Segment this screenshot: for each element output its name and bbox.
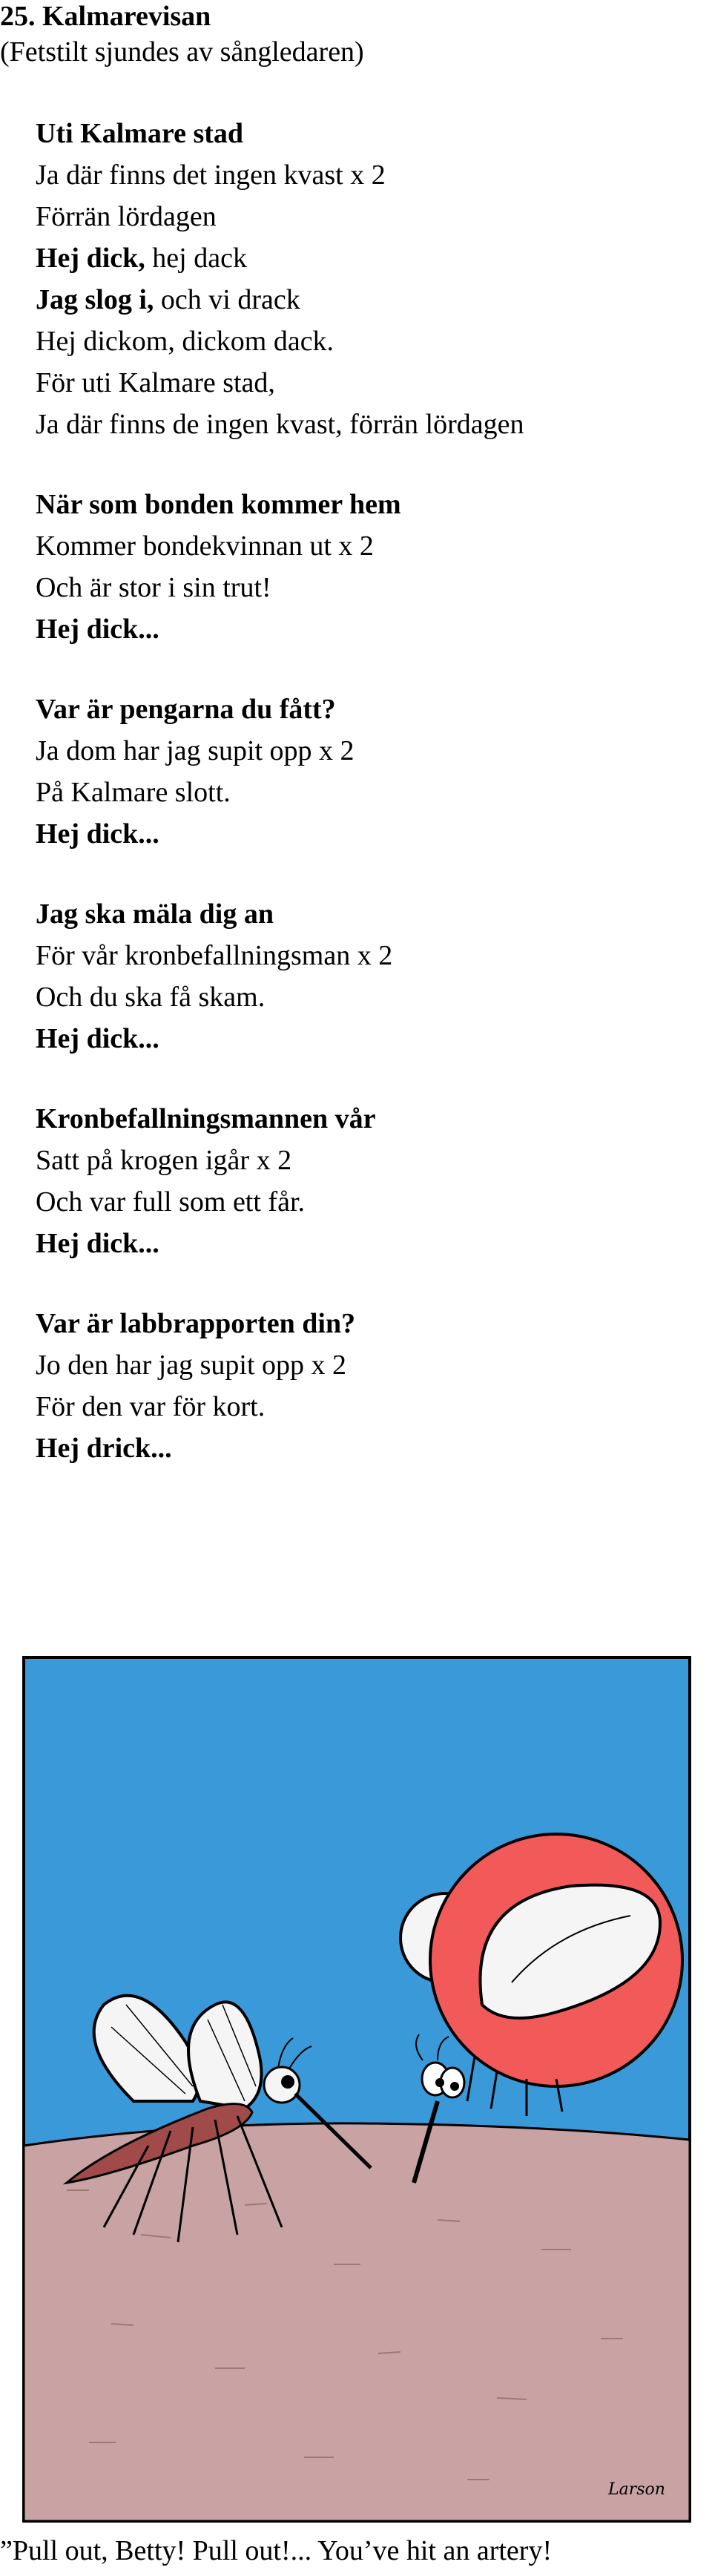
verse-line bbox=[36, 196, 703, 237]
verse-1 bbox=[36, 113, 703, 445]
verse-line-text: Och var full som ett får. bbox=[36, 1186, 306, 1218]
verse-4 bbox=[36, 893, 703, 1059]
verse-line-leader-part: Jag ska mäla dig an bbox=[36, 898, 274, 930]
verse-line-leader-part: Hej dick... bbox=[36, 1228, 159, 1259]
verse-line bbox=[36, 1386, 703, 1427]
verse-line bbox=[36, 484, 703, 525]
verse-line-text: För uti Kalmare stad, bbox=[36, 367, 275, 398]
verse-line-leader-part: Hej dick... bbox=[36, 1023, 159, 1054]
verse-line bbox=[36, 730, 703, 772]
verse-line-leader-part: Var är pengarna du fått? bbox=[36, 694, 336, 725]
verse-line-text: Jo den har jag supit opp x 2 bbox=[36, 1350, 347, 1381]
verse-line-text: Ja där finns det ingen kvast x 2 bbox=[36, 160, 386, 191]
verse-line bbox=[36, 362, 703, 404]
verse-line-text: Ja där finns de ingen kvast, förrän lördagen bbox=[36, 409, 524, 440]
verse-line bbox=[36, 279, 703, 321]
verse-line bbox=[36, 893, 703, 935]
verse-line bbox=[36, 813, 703, 855]
verse-line bbox=[36, 1344, 703, 1386]
verse-line-leader-part: Uti Kalmare stad bbox=[36, 118, 244, 149]
verse-line-text: Ja dom har jag supit opp x 2 bbox=[36, 735, 355, 766]
verse-line-leader-part: Kronbefallningsmannen vår bbox=[36, 1103, 376, 1134]
verse-2 bbox=[36, 484, 703, 650]
verse-line bbox=[36, 689, 703, 730]
verse-line-text: Satt på krogen igår x 2 bbox=[36, 1145, 292, 1176]
cartoon-image bbox=[22, 1656, 691, 2523]
verse-line-text: Kommer bondekvinnan ut x 2 bbox=[36, 530, 374, 562]
verse-6 bbox=[36, 1303, 703, 1469]
song-title: 25. Kalmarevisan bbox=[0, 1, 211, 32]
verse-line-leader-part: Jag slog i, bbox=[36, 284, 154, 315]
verse-line-text: Och är stor i sin trut! bbox=[36, 572, 271, 603]
verse-line bbox=[36, 1140, 703, 1181]
verse-line bbox=[36, 976, 703, 1018]
verse-line-leader-part: Hej dick, bbox=[36, 243, 145, 274]
verse-line-text: Och du ska få skam. bbox=[36, 982, 266, 1013]
cartoon-signature: Larson bbox=[608, 2480, 665, 2499]
verse-line-text: På Kalmare slott. bbox=[36, 777, 231, 808]
verse-line bbox=[36, 1181, 703, 1223]
verse-line bbox=[36, 608, 703, 650]
verse-line bbox=[36, 525, 703, 567]
verse-line-text: För den var för kort. bbox=[36, 1391, 266, 1422]
verse-line bbox=[36, 1018, 703, 1059]
verse-line bbox=[36, 1303, 703, 1344]
verse-line bbox=[36, 237, 703, 279]
verse-line-text: och vi drack bbox=[154, 284, 300, 315]
verse-line bbox=[36, 772, 703, 813]
verse-line bbox=[36, 404, 703, 445]
verse-line-leader-part: Var är labbrapporten din? bbox=[36, 1308, 356, 1339]
verses bbox=[36, 113, 703, 1508]
verse-line-leader-part: Hej dick... bbox=[36, 614, 159, 645]
verse-line bbox=[36, 154, 703, 196]
cartoon-ground bbox=[24, 2123, 690, 2521]
verse-line-text: Förrän lördagen bbox=[36, 201, 217, 232]
verse-line-leader-part: Hej drick... bbox=[36, 1433, 172, 1464]
verse-line bbox=[36, 1427, 703, 1469]
verse-line bbox=[36, 321, 703, 362]
verse-line-leader-part: Hej dick... bbox=[36, 818, 159, 850]
verse-line bbox=[36, 113, 703, 154]
verse-line bbox=[36, 1098, 703, 1140]
verse-line-text: Hej dickom, dickom dack. bbox=[36, 326, 334, 357]
cartoon-caption: ”Pull out, Betty! Pull out!... You’ve hit an artery! bbox=[0, 2535, 553, 2566]
verse-line bbox=[36, 567, 703, 608]
verse-line-text: För vår kronbefallningsman x 2 bbox=[36, 940, 393, 971]
verse-line bbox=[36, 1223, 703, 1264]
song-subtitle: (Fetstilt sjundes av sångledaren) bbox=[0, 36, 364, 68]
verse-line bbox=[36, 935, 703, 976]
verse-5 bbox=[36, 1098, 703, 1264]
verse-3 bbox=[36, 689, 703, 855]
verse-line-leader-part: När som bonden kommer hem bbox=[36, 489, 401, 520]
verse-line-text: hej dack bbox=[145, 243, 247, 274]
